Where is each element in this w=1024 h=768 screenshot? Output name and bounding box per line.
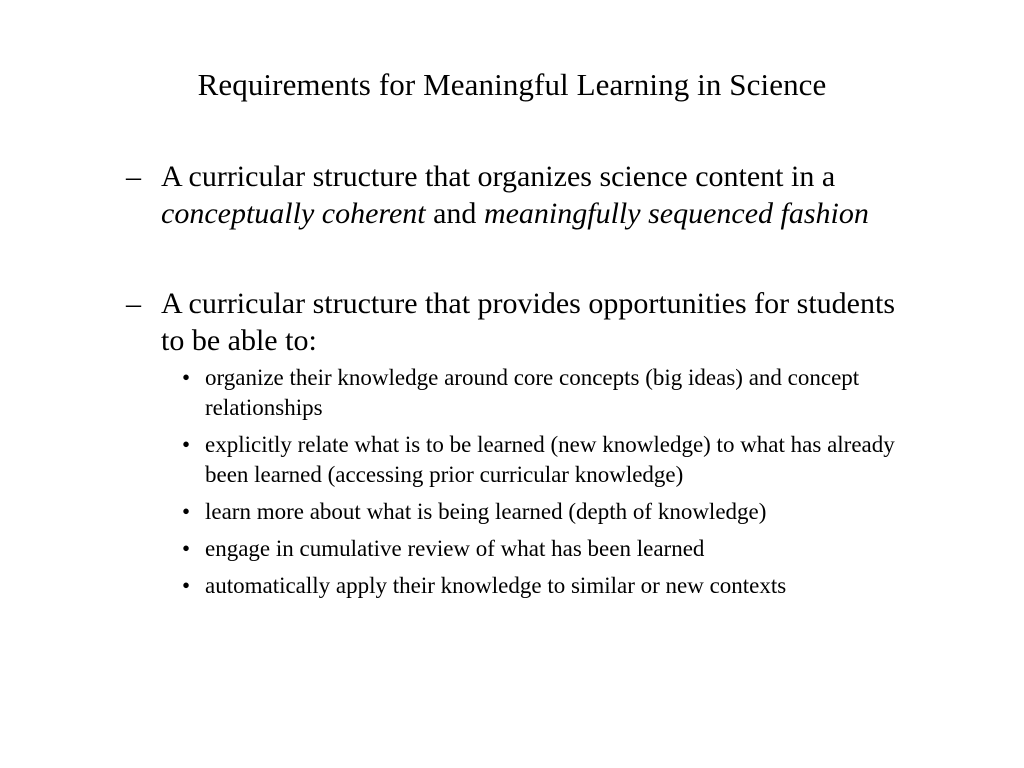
bullet-point-curricular-structure-organizes — [126, 158, 916, 232]
dash-marker: – — [126, 160, 141, 193]
point2-text: A curricular structure that provides opportunities for students to be able to: — [161, 287, 895, 357]
point1-text-a: A curricular structure that organizes science content in a — [161, 160, 836, 193]
bullet-marker: • — [182, 365, 191, 390]
sub-bullet-text: explicitly relate what is to be learned (new knowledge) to what has already been learned (accessing prior curricular knowledge) — [205, 432, 895, 487]
sub-bullet-explicitly-relate — [161, 430, 916, 490]
sub-bullet-organize-knowledge — [161, 363, 916, 423]
slide-title: Requirements for Meaningful Learning in Science — [197, 67, 827, 102]
sub-bullet-text: learn more about what is being learned (depth of knowledge) — [205, 499, 767, 524]
sub-bullet-automatically-apply — [161, 571, 916, 601]
bullet-marker: • — [182, 536, 191, 561]
bullet-marker: • — [182, 499, 191, 524]
bullet-marker: • — [182, 573, 191, 598]
bullet-list-1 — [126, 158, 916, 232]
sub-bullet-learn-more — [161, 497, 916, 527]
point1-text-b: and — [425, 197, 484, 230]
point1-italic-conceptually-coherent: conceptually coherent — [161, 197, 426, 230]
sub-bullet-cumulative-review — [161, 534, 916, 564]
bullet-point-curricular-structure-provides — [126, 285, 916, 601]
dash-marker: – — [126, 287, 141, 320]
sub-bullet-list — [161, 363, 916, 601]
bullet-marker: • — [182, 432, 191, 457]
sub-bullet-text: automatically apply their knowledge to similar or new contexts — [205, 573, 787, 598]
sub-bullet-text: engage in cumulative review of what has been learned — [205, 536, 705, 561]
point1-italic-meaningfully-sequenced: meaningfully sequenced fashion — [483, 197, 869, 230]
sub-bullet-text: organize their knowledge around core concepts (big ideas) and concept relationships — [205, 365, 860, 420]
bullet-list-2 — [126, 285, 916, 608]
